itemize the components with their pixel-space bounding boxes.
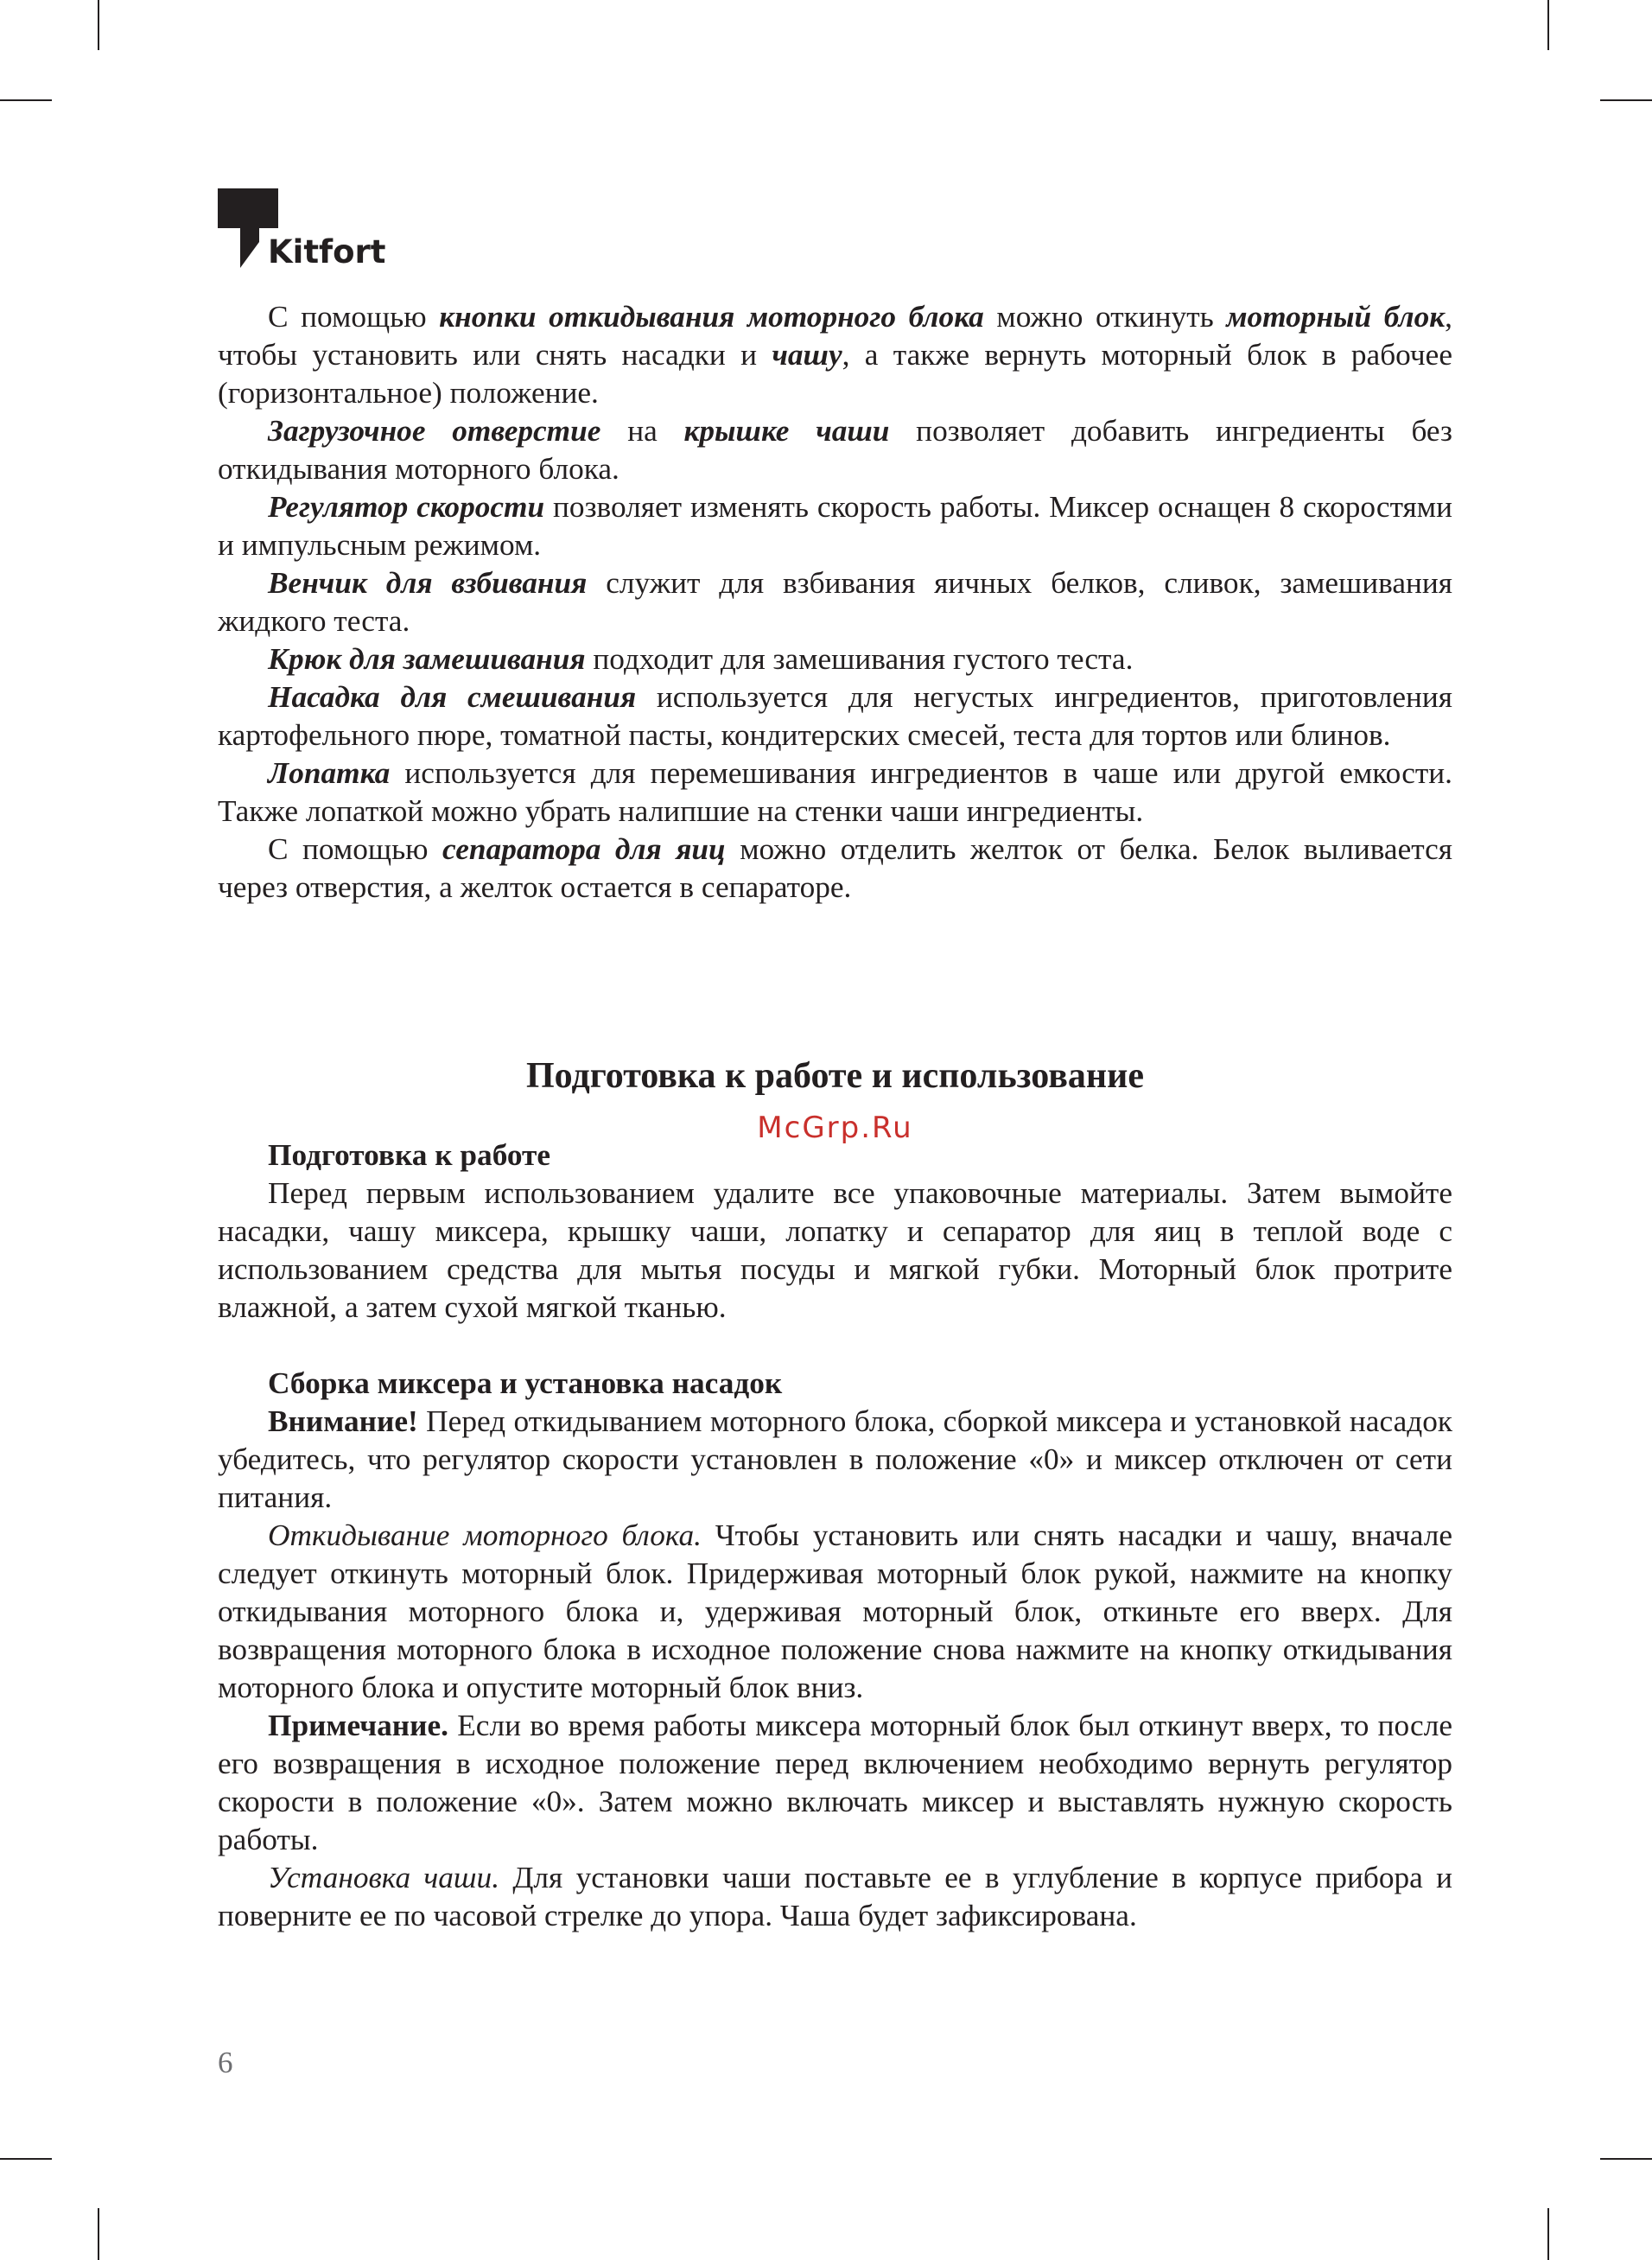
crop-mark bbox=[0, 2158, 52, 2160]
text-run: Для установки чаши поставьте ее в углубление в корпусе прибора и поверните ее по часовой стрелке до упора. Чаша будет зафиксирована. bbox=[218, 1861, 1452, 1932]
emphasis-run: моторный блок bbox=[1226, 300, 1446, 334]
assembly-heading: Сборка миксера и установка насадок bbox=[268, 1366, 783, 1400]
emphasis-run: Внимание! bbox=[268, 1404, 418, 1438]
crop-mark bbox=[1600, 99, 1652, 101]
crop-mark bbox=[98, 0, 99, 50]
text-run: , чтобы установить или снять насадки и bbox=[218, 300, 1452, 372]
prep-heading: Подготовка к работе bbox=[268, 1138, 551, 1172]
emphasis-run: Крюк для замешивания bbox=[268, 642, 586, 676]
emphasis-run: крышке чаши bbox=[683, 414, 890, 448]
emphasis-run: Откидывание моторного блока. bbox=[268, 1518, 702, 1552]
intro-paragraph bbox=[218, 754, 1452, 831]
intro-paragraph bbox=[218, 298, 1452, 412]
usage-section bbox=[218, 1136, 1452, 1935]
emphasis-run: Загрузочное отверстие bbox=[268, 414, 601, 448]
intro-paragraph bbox=[218, 488, 1452, 564]
brand-name: Kitfort bbox=[268, 233, 386, 271]
text-run: можно откинуть bbox=[983, 300, 1227, 334]
text-run: позволяет добавить ингредиенты без откидывания моторного блока. bbox=[218, 414, 1452, 486]
assembly-paragraph bbox=[218, 1403, 1452, 1517]
crop-mark bbox=[1547, 2208, 1549, 2260]
text-run: используется для негустых ингредиентов, приготовления картофельного пюре, томатной пасты, кондитерских смесей, теста для тортов или блинов. bbox=[218, 680, 1452, 752]
assembly-paragraphs bbox=[218, 1403, 1452, 1935]
assembly-paragraph bbox=[218, 1707, 1452, 1859]
text-run: служит для взбивания яичных белков, сливок, замешивания жидкого теста. bbox=[218, 566, 1453, 638]
text-run: Чтобы установить или снять насадки и чашу, вначале следует откинуть моторный блок. Придерживая моторный блок рукой, нажмите на кнопку откидывания моторного блока и, удерживая моторный блок, откиньте его вверх. Для возвращения моторного блока в исходное положение снова нажмите на кнопку откидывания моторного блока и опустите моторный блок вниз. bbox=[218, 1518, 1452, 1704]
intro-paragraph bbox=[218, 831, 1452, 907]
emphasis-run: Венчик для взбивания bbox=[268, 566, 588, 600]
crop-mark bbox=[1547, 0, 1549, 50]
emphasis-run: Лопатка bbox=[268, 756, 391, 790]
spacer bbox=[218, 1327, 1452, 1365]
text-run: можно отделить желток от белка. Белок выливается через отверстия, а желток остается в сепараторе. bbox=[218, 832, 1453, 904]
text-run: используется для перемешивания ингредиентов в чаше или другой емкости. Также лопаткой можно убрать налипшие на стенки чаши ингредиенты. bbox=[218, 756, 1452, 828]
emphasis-run: чашу bbox=[772, 338, 842, 372]
text-run: Перед откидыванием моторного блока, сборкой миксера и установкой насадок убедитесь, что регулятор скорости установлен в положение «0» и миксер отключен от сети питания. bbox=[218, 1404, 1452, 1514]
text-run: Если во время работы миксера моторный блок был откинут вверх, то после его возвращения в исходное положение перед включением необходимо вернуть регулятор скорости в положение «0». Затем можно включать миксер и выставлять нужную скорость работы. bbox=[218, 1709, 1452, 1856]
page-number: 6 bbox=[218, 2046, 233, 2079]
text-run: С помощью bbox=[268, 832, 443, 866]
emphasis-run: сепаратора для яиц bbox=[442, 832, 726, 866]
text-run: позволяет изменять скорость работы. Миксер оснащен 8 скоростями и импульсным режимом. bbox=[218, 490, 1452, 562]
watermark: McGrp.Ru bbox=[757, 1111, 913, 1145]
emphasis-run: Насадка для смешивания bbox=[268, 680, 637, 714]
emphasis-run: кнопки откидывания моторного блока bbox=[439, 300, 984, 334]
assembly-paragraph bbox=[218, 1859, 1452, 1935]
crop-mark bbox=[98, 2208, 99, 2260]
intro-paragraph bbox=[218, 678, 1452, 754]
assembly-paragraph bbox=[218, 1517, 1452, 1707]
text-run: , а также вернуть моторный блок в рабочее (горизонтальное) положение. bbox=[218, 338, 1452, 410]
brand-logo bbox=[218, 188, 391, 275]
intro-section bbox=[218, 298, 1452, 907]
crop-mark bbox=[0, 99, 52, 101]
intro-paragraph bbox=[218, 412, 1452, 488]
text-run: С помощью bbox=[268, 300, 440, 334]
section-title: Подготовка к работе и использование bbox=[526, 1056, 1144, 1096]
emphasis-run: Регулятор скорости bbox=[268, 490, 545, 524]
intro-paragraph bbox=[218, 640, 1452, 678]
emphasis-run: Установка чаши. bbox=[268, 1861, 500, 1894]
intro-paragraph bbox=[218, 564, 1452, 640]
text-run: на bbox=[600, 414, 684, 448]
prep-paragraph: Перед первым использованием удалите все упаковочные материалы. Затем вымойте насадки, чашу миксера, крышку чаши, лопатку и сепаратор для яиц в теплой воде с использованием средства для мытья посуды и мягкой губки. Моторный блок протрите влажной, а затем сухой мягкой тканью. bbox=[218, 1176, 1452, 1324]
text-run: подходит для замешивания густого теста. bbox=[585, 642, 1134, 676]
emphasis-run: Примечание. bbox=[268, 1709, 448, 1742]
crop-mark bbox=[1600, 2158, 1652, 2160]
